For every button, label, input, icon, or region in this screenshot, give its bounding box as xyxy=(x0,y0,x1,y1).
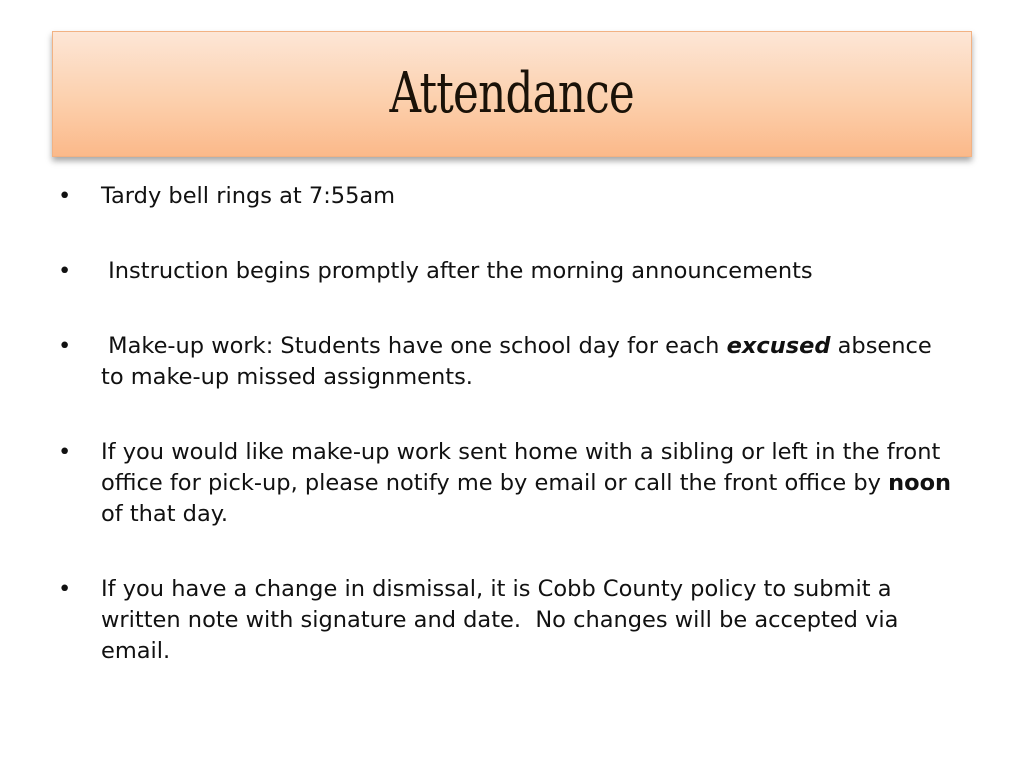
bullet-marker: • xyxy=(58,258,72,284)
bullet-item xyxy=(58,331,958,393)
bullet-text: If you have a change in dismissal, it is Cobb County policy to submit a written note with signature and date. No changes will be accepted via email. xyxy=(101,576,906,664)
bullet-marker: • xyxy=(58,183,72,209)
bullet-text: Tardy bell rings at 7:55am xyxy=(101,183,396,209)
bullet-marker: • xyxy=(58,439,72,465)
bullet-item xyxy=(58,256,958,287)
bullet-marker: • xyxy=(58,333,72,359)
bullet-marker: • xyxy=(58,576,72,602)
bullet-text: Instruction begins promptly after the morning announcements xyxy=(101,258,813,284)
bullet-emphasis-noon: noon xyxy=(888,470,952,496)
bullet-text-end: absence to make-up missed assignments. xyxy=(101,333,939,390)
bullet-item xyxy=(58,574,958,667)
bullet-emphasis-excused: excused xyxy=(726,333,831,359)
bullet-text-start: Make-up work: Students have one school day for each xyxy=(101,333,727,359)
bullet-text-start: If you would like make-up work sent home with a sibling or left in the front office for pick-up, please notify me by email or call the front office by xyxy=(101,439,948,496)
bullet-text-end: of that day. xyxy=(101,470,959,527)
slide-title: Attendance xyxy=(389,61,635,126)
bullet-list xyxy=(58,181,958,667)
bullet-item xyxy=(58,437,958,530)
bullet-item xyxy=(58,181,958,212)
title-banner xyxy=(52,31,972,157)
